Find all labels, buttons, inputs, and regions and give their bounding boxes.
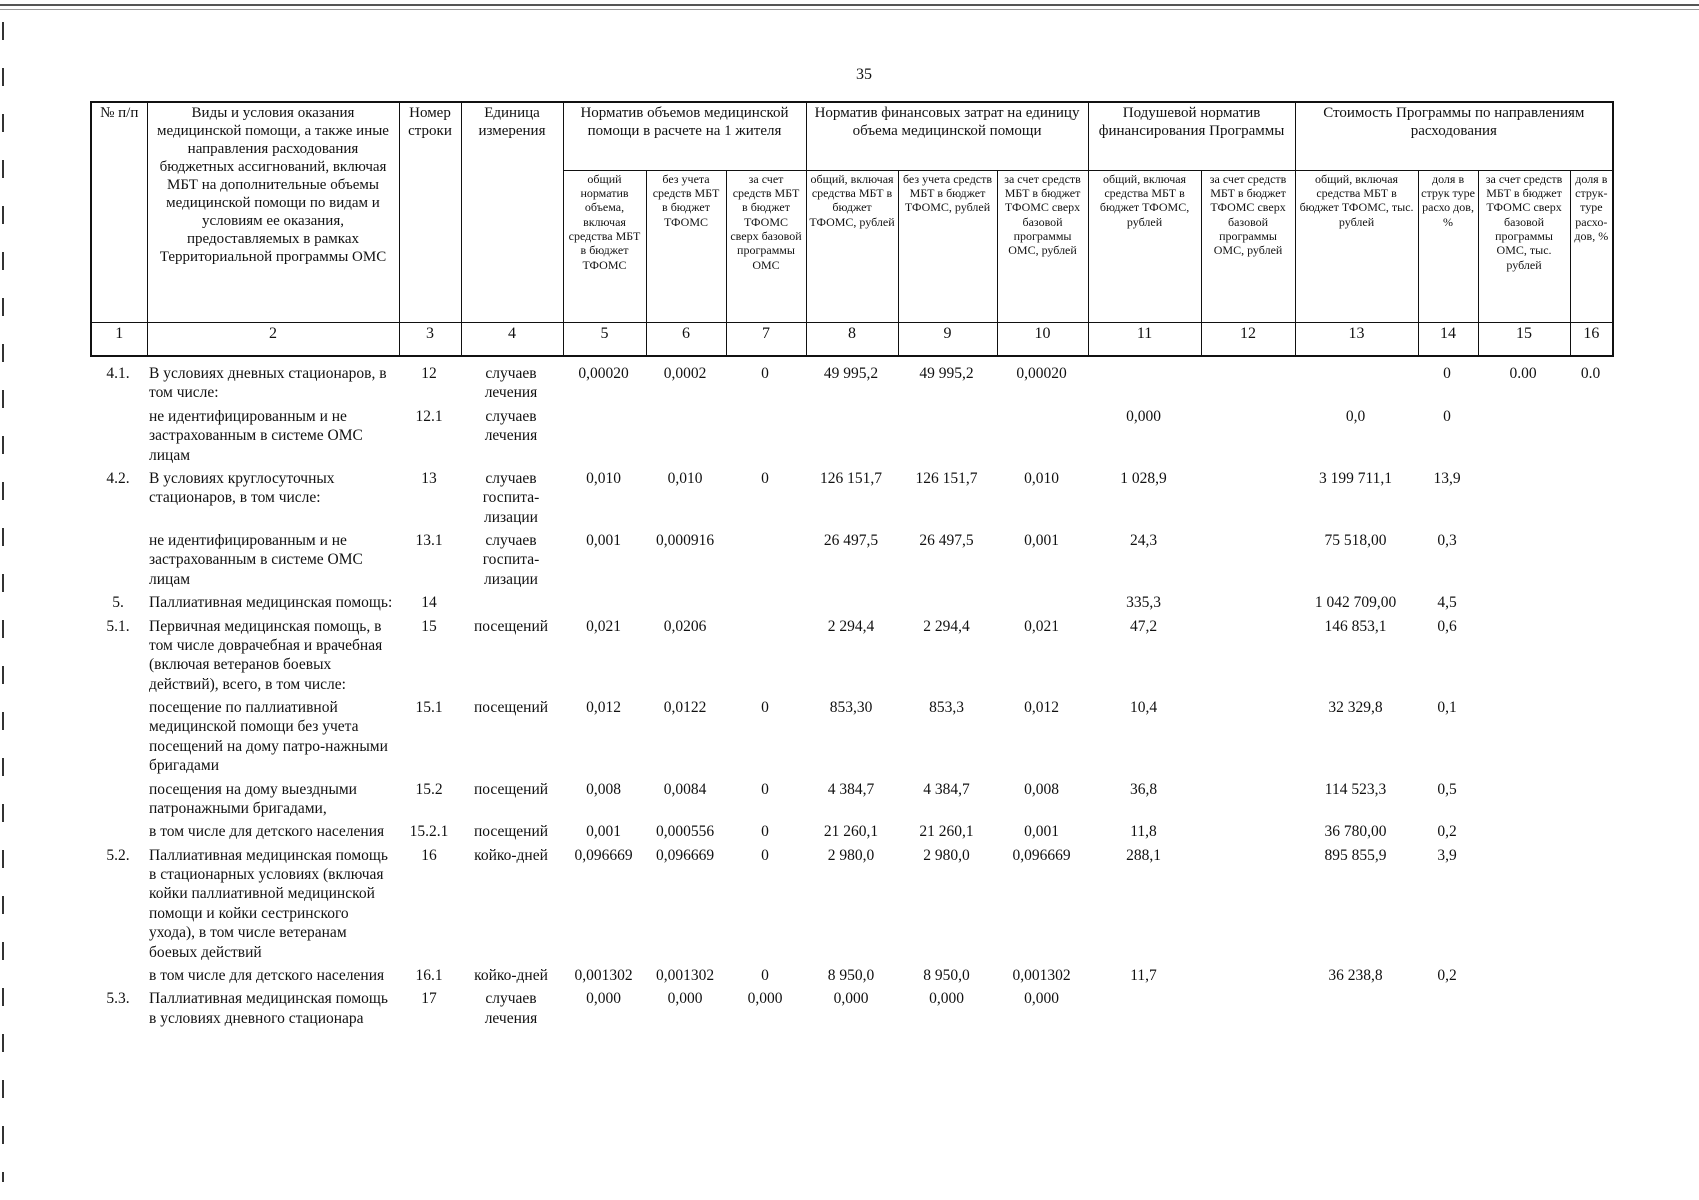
table-cell: 4,5 [1437,594,1457,612]
table-cell [1569,844,1612,964]
page-number: 35 [856,66,872,83]
table-cell: 11,8 [1130,823,1157,841]
table-row [90,529,1612,591]
table-cell: 895 855,9 [1324,846,1387,864]
header-sub-5: общий норматив объема, включая средства МБТ в бюджет ТФОМС [563,170,646,322]
table-cell: 0,010 [1024,469,1059,487]
table-cell [90,964,146,987]
scan-left-edge-marks [2,22,4,1182]
header-sub-11: общий, включая средства МБТ в бюджет ТФОМС, рублей [1088,170,1201,322]
table-cell: 13,9 [1433,469,1461,487]
table-cell: 16 [421,846,437,864]
table-cell: 0 [761,365,769,382]
col-number: 5 [563,322,646,356]
table-cell: 0 [761,699,769,716]
table-row [90,405,1612,467]
header-sub-14: доля в струк туре расхо дов, % [1418,170,1478,322]
table-cell: 0.00 [1509,365,1537,382]
col-number: 7 [726,322,806,356]
header-n: № п/п [91,102,147,322]
table-cell: не идентифицированным и не застрахованным в системе ОМС лицам [149,407,363,464]
header-sub-12: за счет средств МБТ в бюджет ТФОМС сверх базовой программы ОМС, рублей [1201,170,1295,322]
table-row [90,987,1612,1030]
table-row [90,778,1612,821]
table-cell: 0,2 [1437,966,1457,984]
table-cell: 335,3 [1126,594,1161,612]
table-cell: 15 [421,617,437,635]
table-cell: 288,1 [1126,846,1161,864]
top-border-line [0,4,1699,6]
table-cell: 0,008 [1024,780,1059,798]
table-cell: 0 [761,780,769,798]
table-cell: 15.2.1 [409,823,449,841]
header-per-capita: Подушевой норматив финансирования Программы [1088,102,1295,170]
table-cell: 16.1 [415,966,443,984]
table-cell: 4.1. [106,365,130,382]
table-cell: В условиях круглосуточных стационаров, в том числе: [149,469,335,507]
header-sub-16: доля в струк-туре расхо-дов, % [1570,170,1613,322]
header-unit: Единица измерения [461,102,563,322]
table-cell: 8 950,0 [827,966,875,984]
table-cell: 126 151,7 [915,469,978,487]
table-cell: 0,00020 [578,365,629,382]
col-number: 4 [461,322,563,356]
table-cell [1200,529,1294,591]
table-cell: 5. [112,594,124,612]
header-sub-6: без учета средств МБТ в бюджет ТФОМС [646,170,726,322]
table-cell: 0,000 [833,990,869,1008]
table-cell [1569,964,1612,987]
col-number: 16 [1570,322,1613,356]
table-cell: 146 853,1 [1324,617,1387,635]
table-cell: 0,2 [1437,823,1457,841]
table-cell [1294,362,1417,405]
table-cell: 36 780,00 [1324,823,1387,841]
table-cell: посещений [473,617,549,635]
table-cell: 14 [421,594,437,612]
table-cell: 0,010 [667,469,703,487]
table-cell: 49 995,2 [919,365,974,382]
table-cell: посещений [473,823,549,841]
table-cell: 0 [1443,407,1451,425]
table-cell [1200,987,1294,1030]
table-cell: 0,000 [747,990,783,1008]
table-cell [1569,696,1612,778]
table-cell: 853,3 [929,699,964,716]
table-cell: 0,1 [1437,699,1457,716]
table-cell: 5.2. [106,846,130,864]
table-cell: 3 199 711,1 [1318,469,1393,487]
table-cell: 47,2 [1129,617,1158,635]
table-cell: 49 995,2 [823,365,879,382]
table-cell: 0,6 [1437,617,1457,635]
table-cell: 5.1. [106,617,130,635]
table-body [90,362,1612,1030]
col-number: 9 [898,322,997,356]
table-cell: 2 294,4 [923,617,970,635]
table-cell [1200,405,1294,467]
table-cell [1087,362,1200,405]
table-cell [1477,696,1569,778]
table-row [90,844,1612,964]
table-cell [90,696,146,778]
table-cell [1569,405,1612,467]
header-volume-norm: Норматив объемов медицинской помощи в расчете на 1 жителя [563,102,806,170]
top-border-line-thin [0,9,1699,10]
table-cell [1200,591,1294,614]
table-cell [897,591,996,614]
table-cell: 5.3. [106,990,130,1008]
header-sub-10: за счет средств МБТ в бюджет ТФОМС сверх базовой программы ОМС, рублей [997,170,1088,322]
table-cell [1200,615,1294,697]
table-cell [1569,778,1612,821]
table-cell [1569,987,1612,1030]
table-cell [1569,529,1612,591]
table-cell: 0,000 [586,990,621,1008]
table-cell: 75 518,00 [1324,532,1387,549]
table-cell: 0,001 [1024,532,1059,549]
col-number: 14 [1418,322,1478,356]
col-number: 10 [997,322,1088,356]
table-cell [1477,987,1569,1030]
table-cell [725,529,805,591]
table-cell: 0,000 [1024,990,1059,1008]
table-cell: 0 [761,846,769,864]
table-cell: 0,5 [1437,780,1457,798]
table-cell: 1 042 709,00 [1314,594,1397,612]
table-cell: посещения на дому выездными патронажными бригадами, [149,780,357,817]
table-cell: 4 384,7 [827,780,875,798]
table-cell [1417,987,1477,1030]
table-cell [1200,696,1294,778]
header-cost: Стоимость Программы по направлениям расходования [1295,102,1613,170]
table-cell: 10,4 [1129,699,1158,716]
table-cell [1477,615,1569,697]
table-cell: 0,001 [1024,823,1059,841]
table-cell [725,405,805,467]
table-cell [1200,467,1294,529]
table-cell [562,405,645,467]
table-cell [725,591,805,614]
table-cell: 0,000556 [655,823,715,841]
header-sub-13: общий, включая средства МБТ в бюджет ТФОМС, тыс. рублей [1295,170,1418,322]
table-cell: 0,021 [1024,617,1059,635]
table-cell [1200,778,1294,821]
table-cell: 26 497,5 [919,532,974,549]
table-cell: 24,3 [1129,532,1158,549]
header-sub-8: общий, включая средства МБТ в бюджет ТФОМС, рублей [806,170,898,322]
table-cell [1569,820,1612,843]
table-cell [805,591,897,614]
table-row [90,615,1612,697]
table-row [90,591,1612,614]
table-cell: 0,000 [667,990,703,1008]
table-cell [1569,467,1612,529]
col-number: 13 [1295,322,1418,356]
table-cell: 0 [761,823,769,841]
table-cell: 0,001302 [655,966,715,984]
table-cell: койко-дней [474,846,548,864]
table-cell [996,591,1087,614]
table-cell: 0,096669 [655,846,715,864]
table-cell: 11,7 [1130,966,1157,984]
table-cell: 0,0084 [663,780,707,798]
table-cell: 0.0 [1580,365,1601,382]
table-cell: 13 [421,469,437,487]
table-header [90,101,1614,357]
table-cell [897,405,996,467]
table-cell: в том числе для детского населения [149,966,385,984]
table-cell [1200,844,1294,964]
table-cell: Паллиативная медицинская помощь в стационарных условиях (включая койки паллиативной медицинской помощи и койки сестринского ухода), в том числе ветеранам боевых действий [149,846,388,961]
header-row-no: Номер строки [399,102,461,322]
table-cell: койко-дней [474,966,548,984]
table-cell: 853,30 [829,699,873,716]
table-cell [645,405,725,467]
table-cell: в том числе для детского населения [149,823,385,841]
table-cell: случаев лечения [484,990,538,1027]
table-cell: 4 384,7 [923,780,970,798]
header-sub-9: без учета средств МБТ в бюджет ТФОМС, рублей [898,170,997,322]
table-cell: 0,000916 [655,532,715,549]
table-cell [1569,591,1612,614]
table-cell: 36,8 [1129,780,1158,798]
table-cell: 0,001 [586,532,621,549]
table-cell: 0,0002 [663,365,707,382]
header-sub-7: за счет средств МБТ в бюджет ТФОМС сверх базовой программы ОМС [726,170,806,322]
header-sub-15: за счет средств МБТ в бюджет ТФОМС сверх базовой программы ОМС, тыс. рублей [1478,170,1570,322]
table-row [90,467,1612,529]
table-cell: случаев лечения [484,407,538,445]
table-cell [562,591,645,614]
table-cell: 0,012 [586,699,621,716]
table-cell: 0,096669 [1012,846,1071,864]
table-cell: 0,0122 [663,699,707,716]
table-cell [1200,964,1294,987]
table-cell: 0,096669 [574,846,633,864]
table-cell [1477,778,1569,821]
table-cell [90,529,146,591]
table-cell: 0,000 [1126,407,1161,425]
table-cell: 0,012 [1024,699,1059,716]
table-row [90,820,1612,843]
table-cell [645,591,725,614]
table-cell: 26 497,5 [823,532,879,549]
table-cell: 2 294,4 [827,617,875,635]
table-cell: 13.1 [415,532,443,549]
table-cell: 15.1 [415,699,443,716]
table-cell: 17 [421,990,437,1008]
table-cell: 114 523,3 [1324,780,1387,798]
table-cell: 0,0206 [663,617,707,635]
table-cell: 4.2. [106,469,130,487]
table-cell: 8 950,0 [923,966,970,984]
table-row [90,362,1612,405]
table-cell: 12.1 [415,407,443,425]
table-cell: 0 [761,966,769,984]
table-cell: не идентифицированным и не застрахованным в системе ОМС лицам [149,532,363,588]
table-cell [1477,529,1569,591]
table-cell: 36 238,8 [1328,966,1383,984]
table-cell: посещений [473,780,549,798]
table-cell: 2 980,0 [827,846,875,864]
table-cell [90,778,146,821]
table-cell: 0,3 [1437,532,1457,549]
table-cell: 32 329,8 [1328,699,1383,716]
header-finance-norm: Норматив финансовых затрат на единицу объема медицинской помощи [806,102,1088,170]
table-cell [460,591,562,614]
table-cell: Паллиативная медицинская помощь в условиях дневного стационара [149,990,388,1027]
table-cell [1200,820,1294,843]
table-cell: 0,000 [929,990,964,1008]
table-cell: 21 260,1 [919,823,974,841]
table-cell [1087,987,1200,1030]
col-number: 8 [806,322,898,356]
table-row [90,964,1612,987]
table-cell [90,820,146,843]
table-cell: 0,021 [586,617,621,635]
table-cell: случаев госпита-лизации [482,532,540,588]
table-cell: 126 151,7 [820,469,882,487]
table-cell [1477,964,1569,987]
table-cell: посещение по паллиативной медицинской помощи без учета посещений на дому патро-нажными бригадами [149,699,388,775]
table-cell: 3,9 [1437,846,1457,864]
table-cell: 0 [1443,365,1451,382]
col-number: 1 [91,322,147,356]
table-cell: случаев госпита-лизации [482,469,540,526]
col-number: 3 [399,322,461,356]
table-cell: Паллиативная медицинская помощь: [149,594,393,612]
table-cell: 0,001302 [1012,966,1071,984]
table-cell [90,405,146,467]
table-cell: 21 260,1 [823,823,879,841]
table-cell [1477,591,1569,614]
header-kinds: Виды и условия оказания медицинской помощи, а также иные направления расходования бюджетных ассигнований, включая МБТ на дополнительные объемы медицинской помощи по видам и условиям ее оказания, предоставляемых в рамках Территориальной программы ОМС [147,102,399,322]
table-cell [1294,987,1417,1030]
table-cell [725,615,805,697]
table-cell [1477,820,1569,843]
table-cell: 0,00020 [1016,365,1067,382]
table-cell: 0,001 [586,823,621,841]
table-cell [1569,615,1612,697]
col-number: 11 [1088,322,1201,356]
table-cell [996,405,1087,467]
table-cell: Первичная медицинская помощь, в том числе доврачебная и врачебная (включая ветеранов боевых действий), всего, в том числе: [149,617,383,693]
table-cell: посещений [473,699,549,716]
table-cell: 0 [761,469,769,487]
table-cell: 12 [421,365,437,382]
table-cell: В условиях дневных стационаров, в том числе: [149,365,387,402]
table-row [90,696,1612,778]
table-cell [1477,844,1569,964]
table-cell: 15.2 [415,780,443,798]
table-cell: 0,008 [586,780,621,798]
col-number: 12 [1201,322,1295,356]
col-number: 6 [646,322,726,356]
col-number: 2 [147,322,399,356]
col-number: 15 [1478,322,1570,356]
table-cell: 1 028,9 [1120,469,1167,487]
table-cell [1200,362,1294,405]
table-cell [1477,405,1569,467]
table-cell: 0,010 [586,469,621,487]
table-cell [805,405,897,467]
table-cell [1477,467,1569,529]
table-cell: 0,001302 [574,966,633,984]
table-cell: 2 980,0 [923,846,970,864]
table-cell: случаев лечения [484,365,538,402]
table-cell: 0,0 [1345,407,1366,425]
